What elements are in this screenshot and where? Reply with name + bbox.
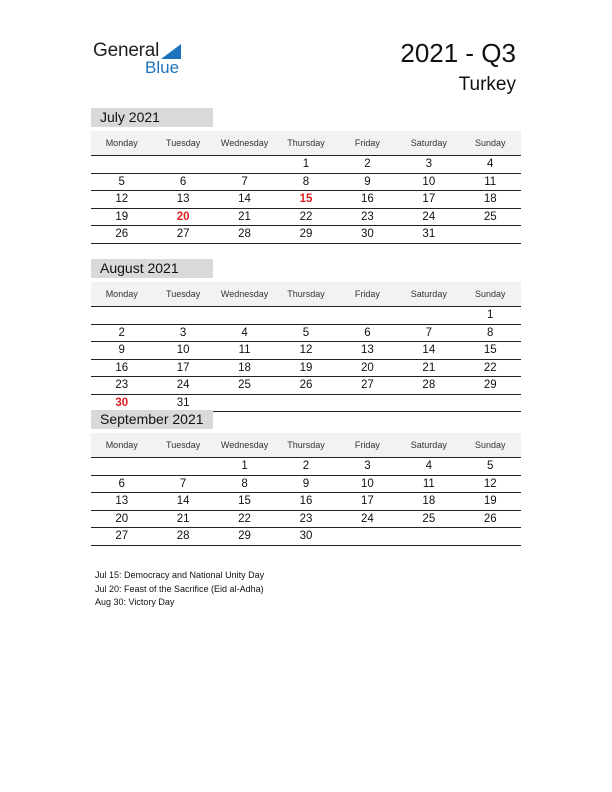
holiday-note: Jul 20: Feast of the Sacrifice (Eid al-Adha)	[95, 583, 264, 594]
day-cell: 3	[179, 326, 187, 339]
day-cell: 1	[241, 460, 248, 472]
day-cell	[214, 395, 275, 412]
day-cell: 26	[299, 379, 313, 391]
holiday-day-cell: 30	[115, 396, 129, 409]
day-cell: 27	[115, 530, 129, 542]
week-row	[91, 156, 521, 174]
weekday-label: Monday	[105, 440, 138, 450]
week-row	[91, 476, 521, 494]
holiday-note: Jul 15: Democracy and National Unity Day	[95, 570, 265, 580]
weekday-label: Sunday	[474, 138, 506, 148]
month-calendar-august	[91, 259, 521, 412]
day-cell: 18	[483, 193, 497, 205]
day-cell: 5	[487, 460, 494, 472]
day-cell	[337, 307, 398, 324]
day-cell: 5	[118, 175, 125, 188]
day-cell: 27	[361, 379, 374, 391]
day-cell: 14	[238, 193, 251, 205]
day-cell: 16	[299, 495, 313, 507]
day-cell: 26	[483, 512, 497, 525]
day-cell	[91, 156, 152, 173]
day-cell: 22	[483, 361, 497, 374]
week-row	[91, 226, 521, 244]
day-cell: 18	[238, 361, 251, 374]
week-row	[91, 191, 521, 209]
day-cell: 10	[176, 344, 190, 356]
day-cell	[214, 156, 275, 173]
day-cell: 31	[422, 228, 436, 240]
weekday-label: Thursday	[287, 138, 325, 148]
month-title: July 2021	[91, 108, 213, 127]
day-cell: 3	[425, 158, 433, 170]
day-cell: 29	[238, 530, 251, 542]
holiday-day-cell: 20	[176, 210, 190, 223]
weekday-label: Wednesday	[220, 289, 269, 299]
day-cell	[337, 528, 398, 545]
month-calendar-july	[91, 108, 521, 244]
week-row	[91, 209, 521, 227]
day-cell: 4	[425, 460, 433, 472]
day-cell	[152, 307, 213, 324]
weekday-label: Friday	[354, 138, 380, 148]
day-cell: 10	[361, 477, 374, 490]
day-cell: 9	[118, 344, 125, 356]
weekday-label: Wednesday	[220, 138, 269, 148]
day-cell	[152, 156, 213, 173]
day-cell: 17	[361, 495, 374, 507]
day-cell: 23	[361, 210, 374, 223]
day-cell	[152, 458, 213, 475]
weekday-label: Saturday	[410, 289, 447, 299]
day-cell: 16	[115, 361, 129, 374]
day-cell: 31	[176, 396, 190, 409]
week-row	[91, 325, 521, 343]
day-cell	[460, 226, 521, 243]
day-cell: 6	[364, 326, 371, 339]
day-cell: 11	[238, 344, 251, 356]
day-cell: 27	[176, 228, 190, 240]
week-row	[91, 377, 521, 395]
day-cell: 25	[422, 512, 436, 525]
weekday-label: Monday	[105, 289, 138, 299]
holiday-day-cell: 15	[299, 193, 313, 205]
weekday-header-row	[91, 433, 521, 458]
day-cell: 12	[115, 193, 129, 205]
weekday-label: Monday	[105, 138, 138, 148]
day-cell: 8	[241, 477, 248, 490]
logo-triangle-icon	[161, 44, 181, 59]
day-cell	[275, 395, 336, 412]
day-cell: 21	[422, 361, 436, 374]
logo-text-blue: Blue	[145, 58, 180, 77]
day-cell: 13	[361, 344, 374, 356]
day-cell	[91, 458, 152, 475]
day-cell: 29	[299, 228, 313, 240]
day-cell	[275, 307, 336, 324]
day-cell: 10	[422, 175, 436, 188]
day-cell: 13	[115, 495, 129, 507]
day-cell: 25	[483, 210, 497, 223]
day-cell: 17	[176, 361, 190, 374]
weekday-header-row	[91, 282, 521, 307]
country-name: Turkey	[458, 74, 516, 95]
day-cell: 23	[115, 379, 129, 391]
month-calendar-september	[91, 410, 521, 546]
day-cell: 2	[118, 326, 125, 339]
weekday-label: Wednesday	[220, 440, 269, 450]
weekday-label: Thursday	[287, 289, 325, 299]
day-cell: 1	[487, 309, 494, 321]
weekday-label: Saturday	[410, 440, 447, 450]
day-cell: 28	[238, 228, 251, 240]
day-cell: 25	[238, 379, 251, 391]
day-cell: 6	[179, 175, 187, 188]
day-cell: 7	[179, 477, 187, 490]
day-cell: 15	[238, 495, 251, 507]
month-title: September 2021	[91, 410, 213, 429]
day-cell: 4	[241, 326, 248, 339]
day-cell: 24	[361, 512, 374, 525]
weekday-header-row	[91, 131, 521, 156]
holiday-note: Aug 30: Victory Day	[95, 597, 175, 607]
day-cell: 30	[299, 530, 313, 542]
day-cell	[398, 395, 459, 412]
weekday-label: Sunday	[474, 440, 506, 450]
day-cell: 19	[299, 361, 313, 374]
day-cell: 11	[484, 175, 497, 188]
logo-text-general: General	[93, 40, 160, 61]
day-cell: 6	[118, 477, 125, 490]
day-cell: 2	[364, 158, 371, 170]
day-cell	[337, 395, 398, 412]
day-cell: 22	[238, 512, 251, 525]
day-cell: 14	[176, 495, 190, 507]
day-cell: 24	[422, 210, 436, 223]
day-cell	[214, 307, 275, 324]
weekday-label: Tuesday	[166, 440, 201, 450]
day-cell: 7	[241, 175, 248, 188]
brand-logo	[93, 40, 193, 80]
day-cell: 21	[176, 512, 190, 525]
day-cell	[91, 307, 152, 324]
day-cell: 23	[299, 512, 313, 525]
day-cell: 3	[364, 460, 371, 472]
quarter-title: 2021 - Q3	[400, 38, 516, 68]
day-cell: 14	[422, 344, 436, 356]
week-row	[91, 360, 521, 378]
week-row	[91, 174, 521, 192]
day-cell: 18	[422, 495, 436, 507]
weekday-label: Tuesday	[166, 289, 201, 299]
day-cell: 2	[302, 460, 310, 472]
week-row	[91, 458, 521, 476]
day-cell: 8	[487, 326, 494, 339]
holiday-notes	[95, 569, 264, 610]
day-cell: 11	[422, 477, 435, 490]
month-title: August 2021	[91, 259, 213, 278]
day-cell: 20	[115, 512, 129, 525]
day-cell: 20	[361, 361, 374, 374]
day-cell: 9	[364, 175, 371, 188]
day-cell: 12	[299, 344, 313, 356]
weekday-label: Friday	[354, 289, 380, 299]
day-cell	[460, 395, 521, 412]
day-cell: 8	[302, 175, 310, 188]
day-cell: 28	[176, 530, 190, 542]
day-cell: 9	[302, 477, 310, 490]
day-cell	[398, 307, 459, 324]
week-row	[91, 493, 521, 511]
day-cell: 29	[483, 379, 497, 391]
day-cell: 7	[425, 326, 433, 339]
weekday-label: Tuesday	[166, 138, 201, 148]
day-cell: 12	[483, 477, 497, 490]
week-row	[91, 511, 521, 529]
day-cell	[398, 528, 459, 545]
week-row	[91, 342, 521, 360]
day-cell: 26	[115, 228, 129, 240]
day-cell: 24	[176, 379, 190, 391]
day-cell: 1	[302, 158, 310, 170]
weekday-label: Friday	[354, 440, 380, 450]
day-cell: 13	[176, 193, 190, 205]
day-cell: 5	[302, 326, 310, 339]
day-cell: 22	[299, 210, 313, 223]
day-cell: 21	[238, 210, 251, 223]
day-cell: 17	[422, 193, 436, 205]
weekday-label: Sunday	[474, 289, 506, 299]
week-row	[91, 528, 521, 546]
weekday-label: Saturday	[410, 138, 447, 148]
day-cell: 28	[422, 379, 436, 391]
day-cell: 15	[483, 344, 497, 356]
day-cell: 4	[487, 158, 494, 170]
week-row	[91, 307, 521, 325]
day-cell: 16	[361, 193, 374, 205]
day-cell: 30	[361, 228, 374, 240]
day-cell	[460, 528, 521, 545]
day-cell: 19	[483, 495, 497, 507]
day-cell: 19	[115, 210, 129, 223]
weekday-label: Thursday	[287, 440, 325, 450]
